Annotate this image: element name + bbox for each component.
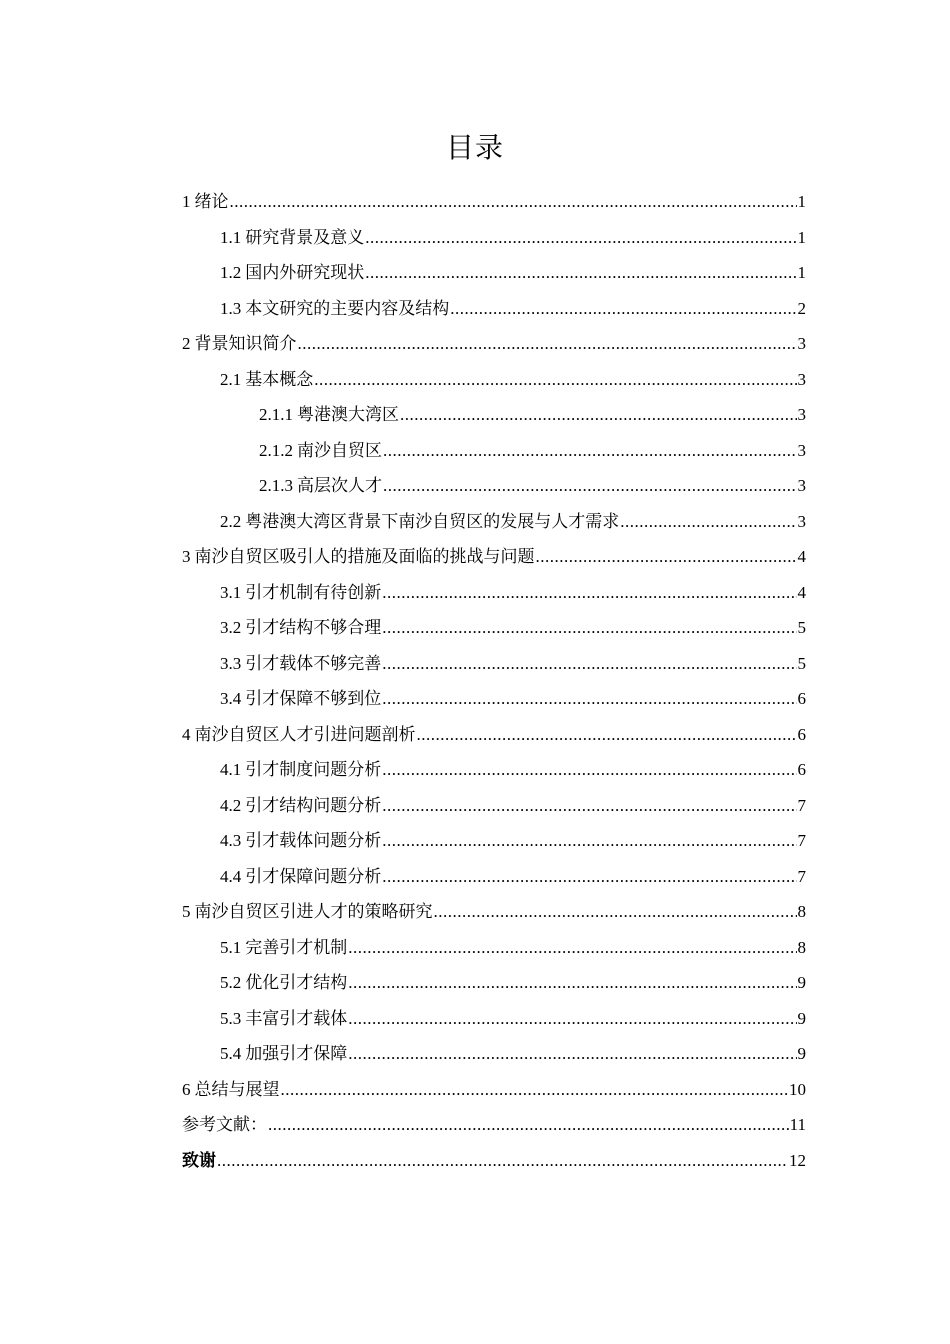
toc-page-number: 7 (797, 831, 806, 850)
toc-entry[interactable] (182, 255, 806, 291)
toc-entry-label: 绪论 (194, 192, 229, 211)
toc-dot-leader (230, 184, 797, 220)
toc-entry-label: 国内外研究现状 (245, 263, 365, 282)
toc-dot-leader (382, 681, 796, 717)
toc-entry-number: 3.2 (220, 618, 242, 637)
toc-entry-label: 南沙自贸区 (297, 440, 382, 460)
toc-entry[interactable] (182, 1001, 806, 1037)
toc-entry[interactable] (182, 362, 806, 398)
toc-page-number: 5 (797, 618, 806, 637)
toc-entry[interactable] (182, 681, 806, 717)
toc-dot-leader (281, 1072, 789, 1108)
toc-entry[interactable] (182, 397, 806, 433)
toc-entry-number: 1 (182, 192, 191, 211)
toc-entry-label: 引才载体问题分析 (245, 831, 382, 850)
toc-entry-number: 4.2 (220, 795, 242, 815)
toc-entry-label: 本文研究的主要内容及结构 (245, 298, 450, 318)
toc-entry-label: 高层次人才 (297, 476, 382, 495)
toc-entry-label: 引才载体不够完善 (245, 653, 382, 673)
toc-page-number: 10 (789, 1079, 806, 1099)
toc-entry-number: 6 (182, 1079, 191, 1099)
toc-page-number: 3 (797, 511, 806, 531)
toc-entry-label: 引才制度问题分析 (245, 760, 382, 779)
toc-page-number: 3 (797, 476, 806, 495)
toc-entry-label: 优化引才结构 (245, 973, 348, 992)
toc-page-number: 3 (797, 334, 806, 353)
toc-entry[interactable] (182, 184, 806, 220)
toc-entry-number: 3.1 (220, 582, 242, 602)
toc-dot-leader (348, 1001, 796, 1037)
toc-entry[interactable] (182, 823, 806, 859)
toc-entry[interactable] (182, 610, 806, 646)
toc-dot-leader (382, 859, 796, 895)
toc-dot-leader (348, 965, 796, 1001)
toc-entry-number: 1.3 (220, 298, 242, 318)
toc-entry-number: 3 (182, 547, 191, 566)
toc-entry-label: 引才结构不够合理 (245, 618, 382, 637)
toc-page-number: 9 (797, 1008, 806, 1028)
toc-page-number: 3 (797, 405, 806, 424)
toc-entry[interactable] (182, 1107, 806, 1143)
toc-entry-number: 5.4 (220, 1044, 242, 1063)
toc-page-number: 9 (797, 973, 806, 992)
toc-entry[interactable] (182, 1143, 806, 1179)
toc-entry-label: 丰富引才载体 (245, 1008, 348, 1028)
toc-page-number: 3 (797, 440, 806, 460)
toc-dot-leader (365, 220, 796, 256)
toc-entry-number: 5 (182, 902, 191, 921)
toc-dot-leader (268, 1107, 789, 1143)
toc-entry-label: 基本概念 (245, 369, 314, 389)
toc-dot-leader (383, 468, 797, 504)
toc-dot-leader (620, 504, 796, 540)
toc-page-number: 2 (797, 298, 806, 318)
toc-entry-number: 2.1.1 (259, 405, 293, 424)
toc-entry-label: 粤港澳大湾区 (297, 405, 399, 424)
toc-entry-label: 引才结构问题分析 (245, 795, 382, 815)
toc-entry-label: 参考文献： (182, 1115, 267, 1134)
toc-dot-leader (434, 894, 797, 930)
toc-entry[interactable] (182, 788, 806, 824)
toc-dot-leader (217, 1143, 788, 1179)
toc-dot-leader (417, 717, 797, 753)
page-title: 目录 (445, 131, 504, 164)
table-of-contents (182, 184, 806, 1178)
toc-dot-leader (382, 646, 796, 682)
toc-entry-label: 粤港澳大湾区背景下南沙自贸区的发展与人才需求 (245, 511, 620, 531)
toc-entry-number: 1.2 (220, 263, 242, 282)
toc-entry-number: 2.1.2 (259, 440, 293, 460)
toc-entry[interactable] (182, 965, 806, 1001)
toc-page-number: 9 (797, 1044, 806, 1063)
toc-entry-number: 2.1.3 (259, 476, 293, 495)
toc-page-number: 7 (797, 866, 806, 886)
toc-entry[interactable] (182, 326, 806, 362)
toc-page-number: 8 (797, 902, 806, 921)
toc-entry[interactable] (182, 752, 806, 788)
toc-entry-label: 引才保障问题分析 (245, 866, 382, 886)
toc-entry-label: 研究背景及意义 (245, 227, 365, 247)
toc-entry[interactable] (182, 930, 806, 966)
toc-page-number: 1 (797, 263, 806, 282)
toc-page-number: 8 (797, 937, 806, 957)
toc-page-number: 6 (797, 689, 806, 708)
toc-page-number: 3 (797, 369, 806, 389)
toc-dot-leader (400, 397, 797, 433)
toc-page-number: 4 (797, 547, 806, 566)
toc-entry-number: 4.3 (220, 831, 242, 850)
toc-entry-number: 1.1 (220, 227, 242, 247)
toc-entry-label: 南沙自贸区引进人才的策略研究 (194, 902, 433, 921)
toc-entry-label: 加强引才保障 (245, 1044, 348, 1063)
toc-dot-leader (348, 930, 796, 966)
toc-entry-number: 5.3 (220, 1008, 242, 1028)
toc-entry[interactable] (182, 291, 806, 327)
toc-entry-label: 完善引才机制 (245, 937, 348, 957)
toc-entry[interactable] (182, 717, 806, 753)
toc-entry[interactable] (182, 894, 806, 930)
toc-dot-leader (348, 1036, 796, 1072)
toc-entry-label: 南沙自贸区吸引人的措施及面临的挑战与问题 (194, 547, 535, 566)
toc-entry-number: 4.1 (220, 760, 242, 779)
toc-dot-leader (382, 823, 796, 859)
toc-entry-number: 3.3 (220, 653, 242, 673)
toc-entry-number: 5.2 (220, 973, 242, 992)
toc-page-number: 5 (797, 653, 806, 673)
toc-entry[interactable] (182, 859, 806, 895)
toc-dot-leader (365, 255, 796, 291)
toc-dot-leader (383, 433, 797, 469)
toc-entry[interactable] (182, 646, 806, 682)
toc-entry-number: 4.4 (220, 866, 242, 886)
toc-entry[interactable] (182, 504, 806, 540)
toc-page-number: 1 (797, 227, 806, 247)
toc-page-number: 11 (789, 1115, 806, 1134)
toc-entry[interactable] (182, 1036, 806, 1072)
toc-dot-leader (298, 326, 797, 362)
toc-page-number: 6 (797, 724, 806, 744)
toc-entry[interactable] (182, 433, 806, 469)
toc-entry-label: 引才机制有待创新 (245, 582, 382, 602)
toc-entry-number: 2.1 (220, 369, 242, 389)
toc-dot-leader (382, 752, 796, 788)
toc-entry-number: 2.2 (220, 511, 242, 531)
toc-entry-number: 5.1 (220, 937, 242, 957)
toc-dot-leader (536, 539, 797, 575)
toc-entry-label: 总结与展望 (194, 1079, 280, 1099)
toc-dot-leader (450, 291, 796, 327)
toc-page-number: 1 (797, 192, 806, 211)
toc-entry-label: 南沙自贸区人才引进问题剖析 (194, 724, 416, 744)
toc-entry-number: 3.4 (220, 689, 242, 708)
toc-entry[interactable] (182, 1072, 806, 1108)
toc-entry-number: 4 (182, 724, 191, 744)
toc-page-number: 6 (797, 760, 806, 779)
toc-entry-number: 2 (182, 334, 191, 353)
toc-page-number: 4 (797, 582, 806, 602)
toc-entry-label: 致谢 (182, 1150, 216, 1170)
toc-dot-leader (314, 362, 796, 398)
toc-entry[interactable] (182, 468, 806, 504)
toc-entry[interactable] (182, 539, 806, 575)
toc-page-number: 12 (789, 1150, 806, 1170)
toc-entry-label: 背景知识简介 (194, 334, 297, 353)
toc-dot-leader (382, 575, 796, 611)
toc-entry[interactable] (182, 220, 806, 256)
toc-entry-label: 引才保障不够到位 (245, 689, 382, 708)
toc-page-number: 7 (797, 795, 806, 815)
toc-entry[interactable] (182, 575, 806, 611)
toc-dot-leader (382, 788, 796, 824)
toc-dot-leader (382, 610, 796, 646)
